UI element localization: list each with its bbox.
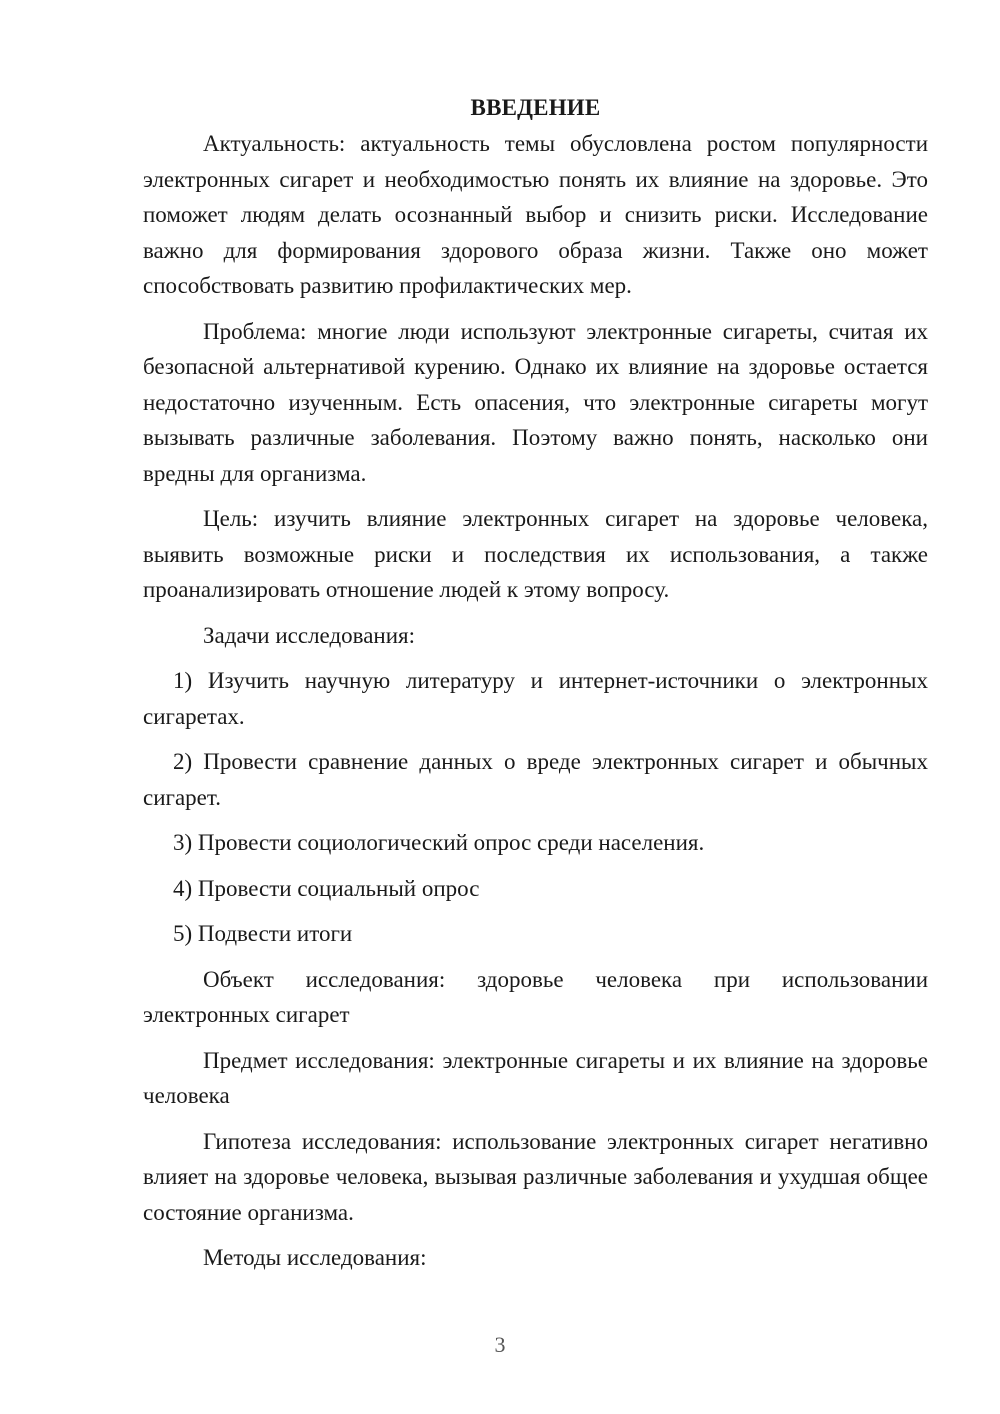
paragraph-goal: Цель: изучить влияние электронных сигарет на здоровье человека, выявить возможные риски и последствия их использования, а также проанализировать отношение людей к этому вопросу.	[143, 506, 928, 602]
paragraph-subject: Предмет исследования: электронные сигареты и их влияние на здоровье человека	[143, 1047, 928, 1108]
task-item: 5) Подвести итоги	[173, 921, 353, 946]
paragraph-hypothesis: Гипотеза исследования: использование электронных сигарет негативно влияет на здоровье человека, вызывая различные заболевания и ухудшая общее состояние организма.	[143, 1128, 928, 1225]
section-title: ВВЕДЕНИЕ	[470, 95, 601, 120]
paragraph-relevance: Актуальность: актуальность темы обусловлена ростом популярности электронных сигарет и необходимостью понять их влияние на здоровье. Это поможет людям делать осознанный выбор и снизить риски. Исследование важно для формирования здорового образа жизни. Также оно может способствовать развитию профилактических мер.	[143, 131, 928, 298]
paragraph-object: Объект исследования: здоровье человека при использовании электронных сигарет	[143, 966, 928, 1027]
document-page	[143, 90, 928, 1286]
page-number: 3	[494, 1332, 506, 1357]
methods-heading: Методы исследования:	[203, 1245, 427, 1270]
task-item: 1) Изучить научную литературу и интернет-источники о электронных сигаретах.	[143, 668, 928, 729]
tasks-heading: Задачи исследования:	[203, 622, 416, 648]
task-item: 4) Провести социальный опрос	[173, 875, 480, 901]
task-item: 2) Провести сравнение данных о вреде электронных сигарет и обычных сигарет.	[143, 749, 928, 810]
paragraph-problem: Проблема: многие люди используют электронные сигареты, считая их безопасной альтернативой курению. Однако их влияние на здоровье остается недостаточно изученным. Есть опасения, что электронные сигареты могут вызывать различные заболевания. Поэтому важно понять, насколько они вредны для организма.	[143, 318, 928, 486]
task-item: 3) Провести социологический опрос среди населения.	[173, 830, 705, 855]
